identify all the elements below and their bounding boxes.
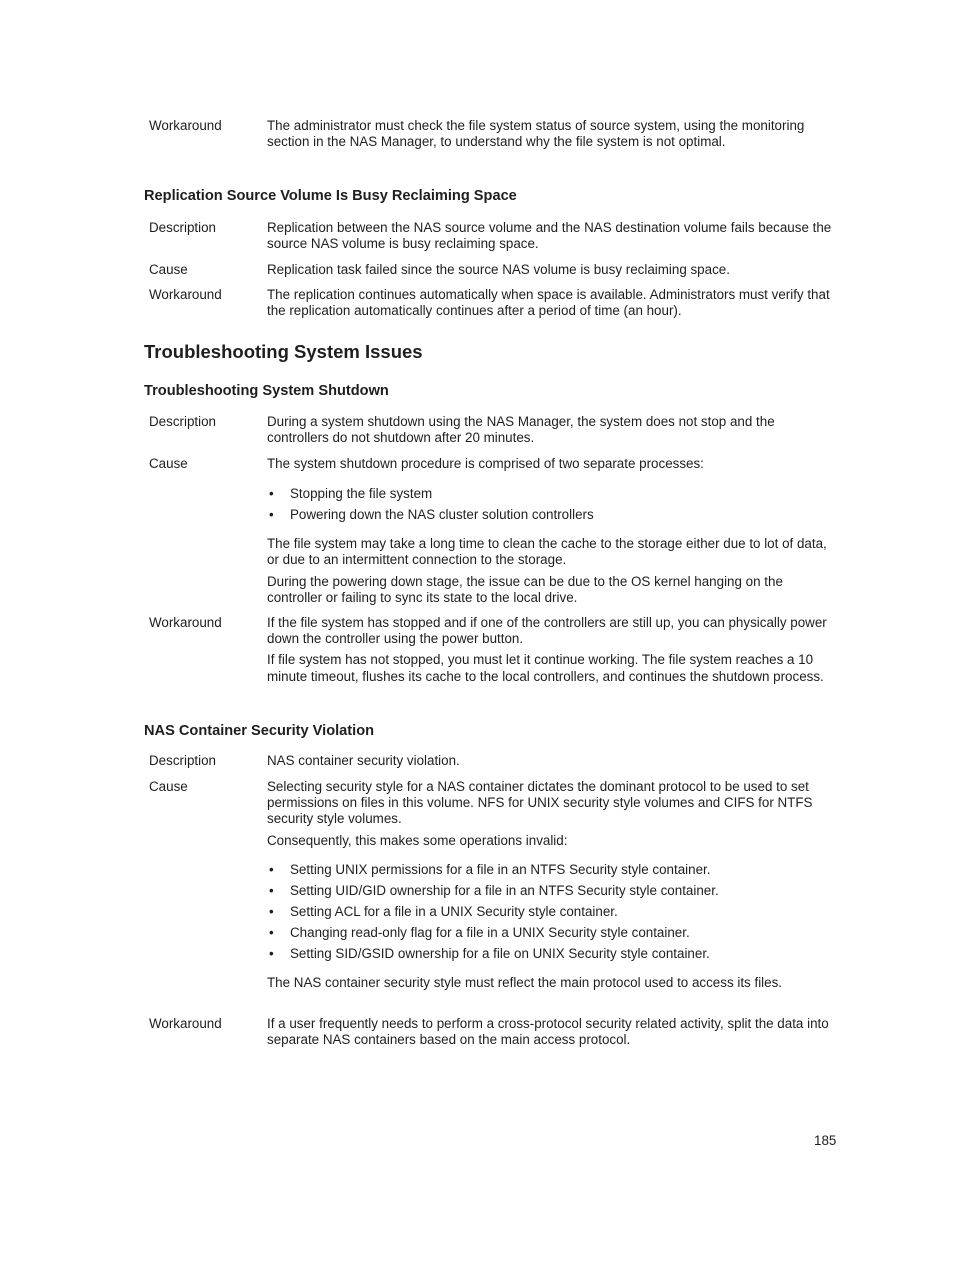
row-label: Workaround xyxy=(149,1016,222,1031)
row-label: Cause xyxy=(149,262,188,277)
row-text: The NAS container security style must reflect the main protocol used to access its files. xyxy=(267,974,783,990)
row-content xyxy=(267,753,835,769)
row-content xyxy=(267,287,835,319)
row-label: Workaround xyxy=(149,615,222,630)
list-item: • Setting UID/GID ownership for a file in an NTFS Security style container. xyxy=(267,883,835,904)
row-text: The administrator must check the file system status of source system, using the monitoring section in the NAS Manager, to understand why the file system is not optimal. xyxy=(267,118,805,150)
row-text: If a user frequently needs to perform a cross-protocol security related activity, split the data into separate NAS containers based on the main access protocol. xyxy=(267,1016,829,1048)
row-content xyxy=(267,414,835,446)
bullet-list xyxy=(267,486,835,528)
row-label: Cause xyxy=(149,456,188,471)
section-heading: Troubleshooting System Shutdown xyxy=(144,383,389,399)
row-label: Description xyxy=(149,414,216,429)
row-text: The system shutdown procedure is comprised of two separate processes: xyxy=(267,456,704,471)
row-content xyxy=(267,615,835,685)
row-content xyxy=(267,220,835,252)
row-text: Consequently, this makes some operations invalid: xyxy=(267,832,568,848)
list-item: • Setting UNIX permissions for a file in an NTFS Security style container. xyxy=(267,862,835,883)
list-item: • Stopping the file system xyxy=(267,486,835,507)
chapter-heading: Troubleshooting System Issues xyxy=(144,341,423,362)
list-item: • Setting SID/GSID ownership for a file on UNIX Security style container. xyxy=(267,946,835,967)
row-content xyxy=(267,456,835,606)
row-content xyxy=(267,779,835,991)
row-label: Workaround xyxy=(149,287,222,302)
row-content xyxy=(267,262,835,278)
section-heading: Replication Source Volume Is Busy Reclaiming Space xyxy=(144,188,517,204)
row-content xyxy=(267,1016,835,1048)
row-text: During the powering down stage, the issue can be due to the OS kernel hanging on the controller or failing to sync its state to the local drive. xyxy=(267,573,783,605)
row-text: If file system has not stopped, you must let it continue working. The file system reaches a 10 minute timeout, flushes its cache to the local controllers, and continues the shutdown process. xyxy=(267,652,824,684)
page-number: 185 xyxy=(814,1133,837,1148)
list-item: • Setting ACL for a file in a UNIX Security style container. xyxy=(267,904,835,925)
row-content xyxy=(267,118,835,150)
row-label: Workaround xyxy=(149,118,222,133)
row-label: Description xyxy=(149,753,216,768)
row-text: The file system may take a long time to clean the cache to the storage either due to lot of data, or due to an intermittent connection to the storage. xyxy=(267,536,827,568)
list-item: • Changing read-only flag for a file in a UNIX Security style container. xyxy=(267,925,835,946)
row-text: Replication task failed since the source NAS volume is busy reclaiming space. xyxy=(267,262,730,277)
bullet-list xyxy=(267,862,835,967)
section-heading: NAS Container Security Violation xyxy=(144,723,375,739)
row-text: Replication between the NAS source volume and the NAS destination volume fails because the source NAS volume is busy reclaiming space. xyxy=(267,220,832,252)
row-label: Description xyxy=(149,220,216,235)
row-text: Selecting security style for a NAS container dictates the dominant protocol to be used to set permissions on files in this volume. NFS for UNIX security style volumes and CIFS for NTFS security style volumes. xyxy=(267,779,813,827)
row-text: During a system shutdown using the NAS Manager, the system does not stop and the controllers do not shutdown after 20 minutes. xyxy=(267,414,775,446)
list-item: • Powering down the NAS cluster solution controllers xyxy=(267,507,835,528)
row-label: Cause xyxy=(149,779,188,794)
row-text: The replication continues automatically when space is available. Administrators must verify that the replication automatically continues after a period of time (an hour). xyxy=(267,287,830,319)
row-text: NAS container security violation. xyxy=(267,753,460,768)
row-text: If the file system has stopped and if one of the controllers are still up, you can physically power down the controller using the power button. xyxy=(267,615,827,647)
